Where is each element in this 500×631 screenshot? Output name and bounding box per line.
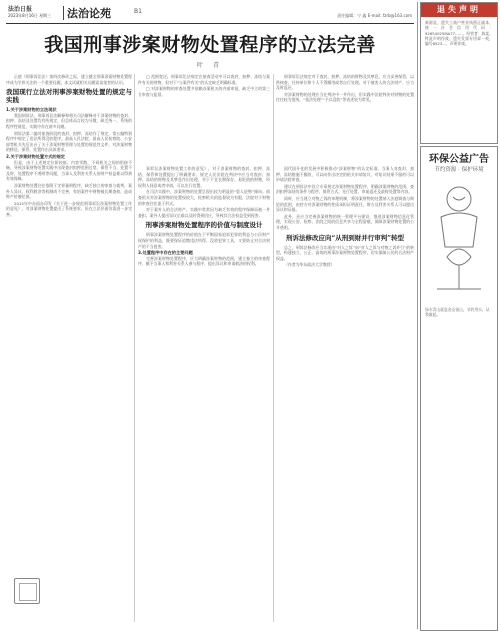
paragraph: 事诉讼涉案财物处置工作的意见》，对于涉案财物的查封、扣押、冻结、保管和处置提出了明确要求，规定人民法院在判决中应当对查封、扣押、冻结的财物及其孳息作出处理，对于不宜长期保存、易贬值的财物，经权利人同意或者申请，可以先行处置。 (138, 166, 270, 188)
section-heading-3: 刑诉法修改应向“从刑到财并行审判”转型 (286, 233, 404, 242)
paragraph: 刑事涉案财物处置程序的价值在于平衡国家追诉犯罪的利益与公民财产权保护的利益，既要保证追缴违法所得、没收犯罪工具，又要防止对合法财产的不当侵害。 (138, 232, 270, 249)
article-column-3 (276, 166, 414, 620)
paragraph: 在司法实践中，涉案财物的处置呈现出较为明显的“重人轻物”倾向。侦查机关对涉案财物的处置权较大，检察机关的监督较为有限，法院对于财物的审查往往流于形式。 (138, 189, 270, 206)
paragraph: 对涉案财物的处理应当在判决中一并作出，但实践中法院判决对财物的处置往往较为笼统，“依法处理”“予以没收”等表述较为常见。 (276, 91, 414, 103)
article-column-2 (138, 166, 270, 620)
section-title: 法治论苑 (67, 7, 111, 20)
header-divider (63, 6, 64, 20)
article-column-3-top (276, 74, 414, 160)
paragraph: 刑诉法第二编对侦查阶段的查封、扣押、冻结作了规定，第五编特别程序中规定了违法所得没收程序。最高人民法院、最高人民检察院、公安部等机关先后出台了关于涉案财物管理与处置的规范性文件，对涉案财物的移送、保管、处置作出具体要求。 (6, 130, 132, 153)
paragraph: 对于案外人的合法财产，实践中常常因为缺乏有效的程序保障而被一并查扣，案外人提出异议后难以及时得到回应，导致其合法权益受到侵害。 (138, 207, 270, 218)
paragraph: □ 对涉案财物的审查处置多依赖办案机关的内部审批，缺乏中立的第三方审查与监督。 (138, 86, 270, 97)
page-number: B1 (134, 8, 142, 15)
article-column-1 (6, 74, 132, 522)
minor-heading-1: 1.关于涉案财物的立法现状 (6, 107, 57, 113)
ad-tagline: 节约资源 · 保护环境 (434, 167, 484, 173)
minor-heading-3: 3.处置程序中存在的主要问题 (138, 250, 193, 256)
paragraph: 建议在刑诉法中设立专章规定涉案财物处置程序，明确涉案财物的范围、查封扣押冻结的条件与程序、保管方式、先行处置、审前返还及最终处置等内容。 (276, 183, 414, 195)
ad-title: 环保公益广告 (429, 154, 489, 165)
article-author: 叶 青 (197, 62, 223, 69)
issue-date: 2023年8月16日 星期三 (8, 13, 52, 18)
environment-illustration-icon (427, 177, 491, 297)
author-note: （作者为华东政法大学教授） (284, 262, 335, 268)
page-header (6, 3, 414, 24)
column-divider (273, 74, 274, 622)
ad-caption: 绿水青山就是金山银山，节约用水，从我做起。 (425, 307, 490, 318)
article-title: 我国刑事涉案财物处置程序的立法完善 (44, 34, 376, 56)
paragraph: 2015年中办国办印发《关于进一步规范刑事诉讼涉案财物处置工作的意见》，对涉案财物处置提出了系统要求，但在立法层面仍需进一步完善。 (6, 200, 132, 217)
column-divider (417, 2, 418, 629)
notice-box (420, 2, 498, 144)
paragraph: 国代国开化的发展中积极推动“涉案财物”的认定标准。当事人对查封、扣押、冻结措施不服的，可以向作出决定的机关申请复议，对复议结果不服的可以申请法院审查。 (276, 166, 414, 183)
qr-code-icon (14, 578, 40, 604)
article-column-2-top (138, 74, 270, 160)
paragraph: 同时，应当建立对物之诉的审理机制，将涉案财物的处置纳入法庭调查与辩论的范围，由控方对涉案财物的性质承担证明责任，辩方及利害关系人可以提出异议和证据。 (276, 195, 414, 213)
minor-heading-2: 2.关于涉案财物处置方式的规定 (6, 153, 65, 159)
editor-line: 责任编辑：宁 鑫 E-mail: fzrb@163.com (337, 13, 412, 18)
notice-title: 退失声明 (421, 3, 497, 17)
notice-body: 新源县，遗失工商户营业执照正副本，统一社会信用代码：92654025MA77……，经营者：陈某，特此声明作废。遗失发票专用章一枚，编号6523…，声明作废。 (425, 20, 493, 47)
article-intro: 正值《刑事诉讼法》第四次修改之际，建立健全刑事涉案财物处置程序成为学界关注的一个重要问题。本文试就相关问题谈谈笔者的认识。 (6, 74, 132, 85)
paragraph: 刑事诉讼法规定对于查封、扣押、冻结的财物及其孳息，应当妥善保管，以供核查，任何单位和个人不得挪用或者自行处理。对于被害人的合法财产，应当及时返还。 (276, 74, 414, 91)
publication-name: 法治日报 (8, 6, 33, 13)
paragraph: 总之，刑诉法修改应当实现由“对人之诉”向“对人之诉与对物之诉并行”的转型，构建独立、公正、高效的刑事涉案财物处置程序，切实保障公民的合法财产权益。 (276, 244, 414, 261)
paragraph: 完善涉案财物处置程序，应当明确涉案财物的范围，建立独立的审查程序，赋予当事人和利害关系人参与程序、提出异议和申请救济的权利。 (138, 255, 270, 267)
paragraph: 此外，还应当完善涉案财物的统一管理平台建设，推进涉案财物信息化管理，实现公安、检察、法院之间的信息共享与全程留痕，保障涉案财物处置的公开透明。 (276, 213, 414, 230)
paragraph: □ 范围宽泛。刑事诉讼法规定在侦查活动中可以查封、扣押、冻结与案件有关的财物，但对于“与案件有关”的认定缺乏明确标准。 (138, 74, 270, 85)
public-service-ad (420, 146, 498, 631)
section-heading-2: 刑事涉案财物处置程序的价值与制度设计 (145, 221, 263, 230)
column-divider (134, 74, 135, 622)
paragraph: 我国刑诉法、刑事诉讼法解释和相关司法解释对于涉案财物的查封、扣押、冻结及处置均有所规定，但总体而言较为分散，缺乏统一、系统的程序性规范，实践中存在诸多问题。 (6, 112, 132, 129)
paragraph: 但是，由于上述规定位阶较低、内容零散，不同机关之间的衔接不畅，导致涉案财物处置实践中出现查封扣押范围过宽、保管不当、处置不及时、处置程序不透明等问题，当事人及利害关系人的财产权益难以得到有效保障。 (6, 159, 132, 182)
section-heading-1: 我国现行立法对刑事涉案财物处置的规定与实践 (6, 88, 132, 105)
paragraph: 涉案财物处置往往依附于定罪量刑程序，缺乏独立的审查与裁判，案外人异议、权利救济等机制尚不完善，有的案件中财物被长期查扣，造成财产价值贬损。 (6, 182, 132, 200)
